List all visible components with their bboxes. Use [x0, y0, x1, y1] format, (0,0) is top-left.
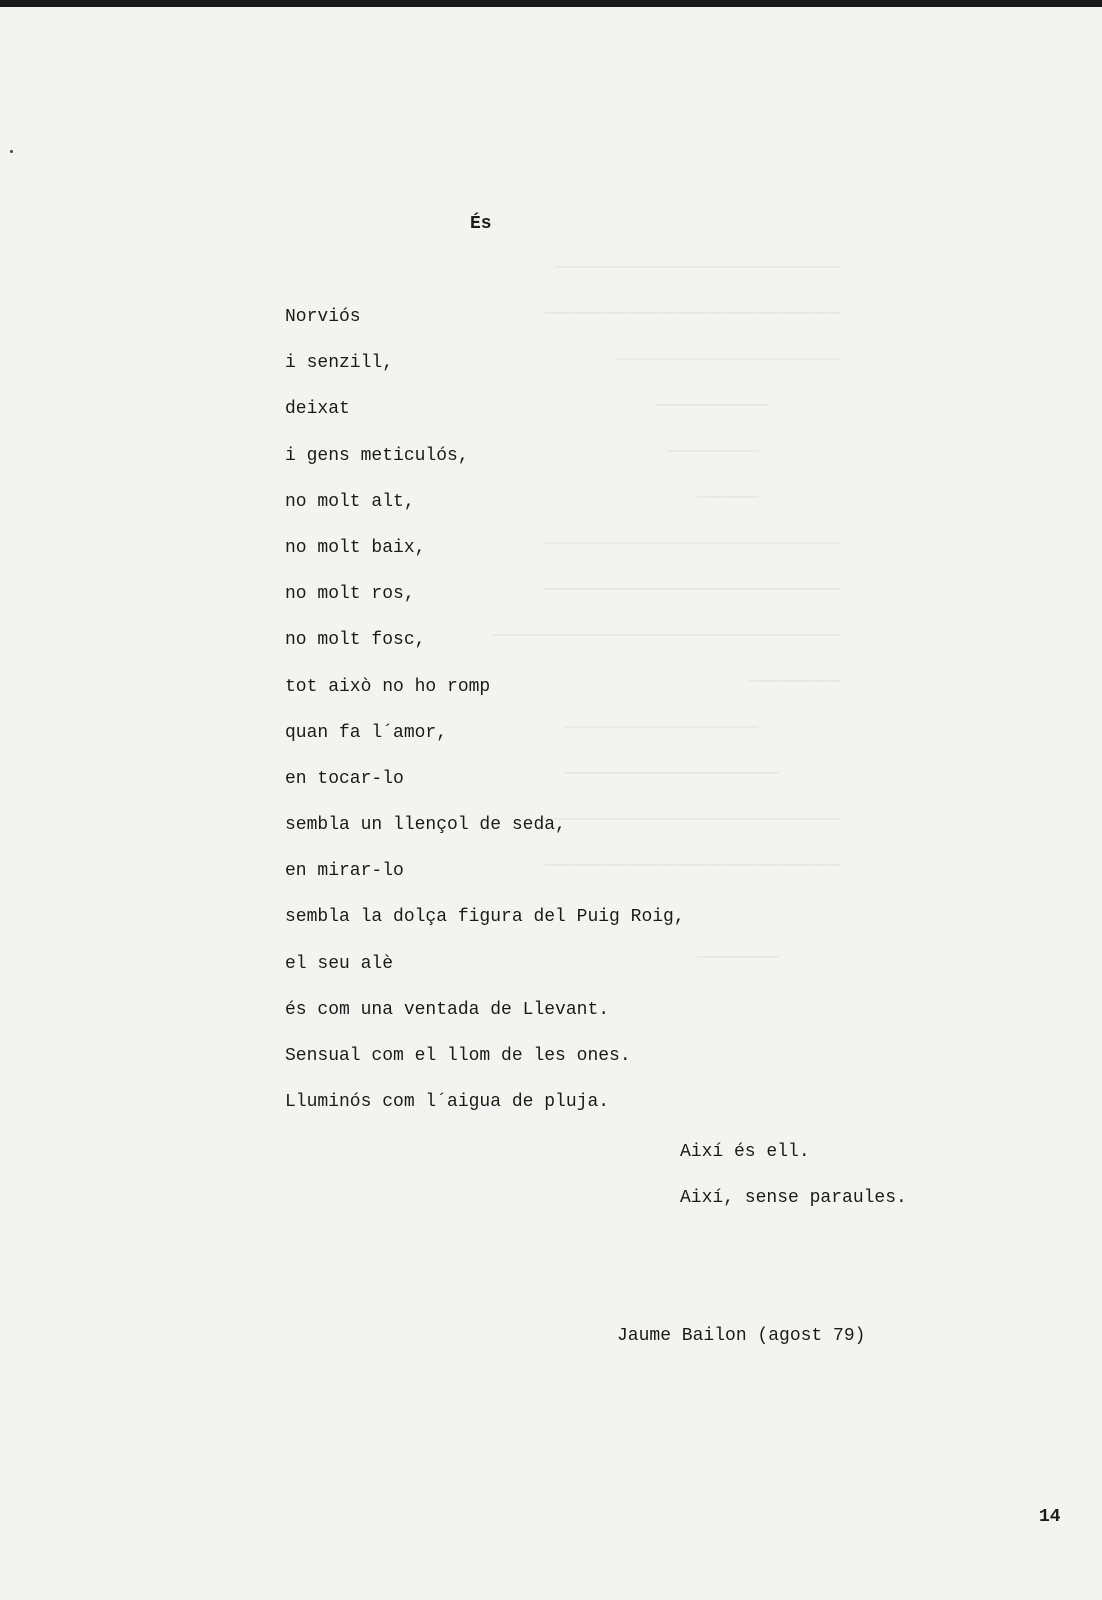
ink-speck: [10, 150, 13, 153]
poem-line: deixat: [285, 399, 350, 420]
poem-line: Sensual com el llom de les ones.: [285, 1046, 631, 1066]
poem-line: no molt alt,: [285, 491, 415, 512]
closing-line: Així, sense paraules.: [680, 1188, 907, 1208]
closing-line: Així és ell.: [680, 1142, 810, 1162]
poem-line: i senzill,: [285, 353, 394, 374]
poem-line: no molt baix,: [285, 537, 426, 558]
poem-title: És: [470, 214, 492, 234]
poem-line: sembla la dolça figura del Puig Roig,: [285, 907, 685, 928]
poem-line: és com una ventada de Llevant.: [285, 999, 610, 1020]
poem-line: en mirar-lo: [285, 861, 404, 882]
scan-top-edge: [0, 0, 1102, 7]
page-number: 14: [1039, 1507, 1061, 1527]
poem-line: i gens meticulós,: [285, 445, 469, 466]
poem-line: no molt ros,: [285, 584, 415, 605]
poem-line: sembla un llençol de seda,: [285, 815, 566, 836]
poem-line: el seu alè: [285, 953, 394, 974]
poem-line: Lluminós com l´aigua de pluja.: [285, 1092, 610, 1113]
poem-line: Norviós: [285, 307, 361, 327]
poem-body: [285, 305, 985, 1136]
poem-line: en tocar-lo: [285, 768, 404, 789]
poem-closing: [680, 1140, 907, 1232]
poem-line: no molt fosc,: [285, 630, 426, 651]
bleed-through-texture: ──────────────────────────── ───────────────────────────── ────────────────────── ─────────── ───────── ────── ───────────────────────────── ───────────────────────────── ────────────────────────────────── ───────── ─────────────────── ───────────────────── ───────────────────────────── ───────────────────────────── ────────: [493, 259, 840, 968]
poem-line: tot això no ho romp: [285, 676, 491, 697]
poem-line: quan fa l´amor,: [285, 722, 448, 743]
author-signature: Jaume Bailon (agost 79): [617, 1326, 866, 1346]
